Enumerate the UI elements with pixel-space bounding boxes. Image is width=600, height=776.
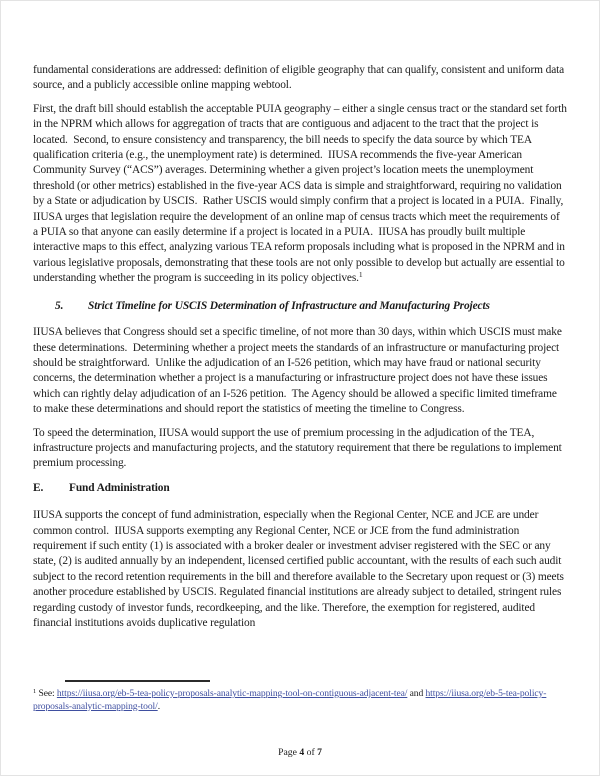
footnote	[33, 688, 567, 713]
paragraph-premium-processing: To speed the determination, IIUSA would support the use of premium processing in the adjudication of the TEA, infrastructure projects and manufacturing projects, and the statutory requirement that there be regulations to implement premium processing.	[33, 426, 565, 470]
footnote-separator-rule	[65, 680, 210, 682]
heading-letter: E.	[33, 481, 44, 494]
footnote-prefix: See:	[36, 688, 57, 699]
document-body	[33, 63, 570, 631]
footnote-suffix: .	[157, 700, 160, 712]
paragraph-continuation: fundamental considerations are addressed: definition of eligible geography that can qualify, consistent and uniform data source, and a publicly accessible online mapping webtool.	[33, 64, 567, 92]
paragraph-puia-geography	[33, 102, 570, 287]
footnote-link-contiguous-adjacent-tea[interactable]: https://iiusa.org/eb-5-tea-policy-proposals-analytic-mapping-tool-on-contiguous-adjacent-tea/	[56, 688, 408, 699]
footnote-area	[33, 680, 567, 713]
heading-number: 5.	[55, 299, 64, 312]
heading-strict-timeline	[33, 299, 567, 314]
page-number-current: 4	[299, 747, 305, 758]
footnote-connector: and	[407, 688, 426, 699]
footnote-marker: 1	[33, 688, 37, 695]
heading-title: Fund Administration	[69, 481, 170, 494]
page-number-separator: of	[304, 747, 318, 758]
heading-title: Strict Timeline for USCIS Determination of Infrastructure and Manufacturing Projects	[88, 299, 490, 312]
footnote-link-mapping-tool[interactable]: https://iiusa.org/eb-5-tea-policy-proposals-analytic-mapping-tool/	[33, 688, 547, 712]
page-number	[0, 747, 600, 759]
page-number-prefix: Page	[278, 747, 300, 758]
paragraph-timeline: IIUSA believes that Congress should set a specific timeline, of not more than 30 days, within which USCIS must make these determinations. Determining whether a project meets the standards of an infrastructure or manufacturing project should be straightforward. Unlike the adjudication of an I-526 petition, which may have fraud or national security concerns, the determination whether a project is a manufacturing or infrastructure project does not have these issues which can rightly delay adjudication of an I-526 petition. The Agency should be allowed a specific limited timeframe to make these determinations and should report the statistics of meeting the timeline to Congress.	[33, 326, 565, 416]
footnote-reference-marker: 1	[358, 270, 363, 280]
heading-fund-administration	[33, 481, 567, 496]
paragraph-fund-administration: IIUSA supports the concept of fund administration, especially when the Regional Center, NCE and JCE are under common control. IIUSA supports exempting any Regional Center, NCE or JCE from the fund administration requirement if such entity (1) is associated with a broker dealer or investment adviser registered with the SEC or any state, (2) is audited annually by an independent, licensed certified public accountant, with the results of each such audit subject to the record retention requirements in the bill and therefore available to the Secretary upon request or (3) meets another procedure established by USCIS. Regulated financial institutions are already subject to detailed, stringent rules regarding custody of investor funds, recordkeeping, and the like. Therefore, the exemption for registered, audited financial institutions avoids duplicative regulation	[33, 509, 567, 629]
page-number-total: 7	[317, 747, 322, 758]
paragraph-puia-text: First, the draft bill should establish the acceptable PUIA geography – either a single census tract or the standard set forth in the NPRM which allows for aggregation of tracts that are contiguous and adjacent to the tract that the project is located. Second, to ensure consistency and transparency, the bill needs to specify the data source by which TEA qualification criteria (e.g., the unemployment rate) is determined. IIUSA recommends the five-year American Community Survey (“ACS”) averages. Determining whether a given project’s location meets the unemployment threshold (or other metrics) established in the five-year ACS data is simple and straightforward, requiring no validation by a State or adjudication by USCIS. Rather USCIS would simply confirm that a project is located in a PUIA. Finally, IIUSA urges that legislation require the development of an online map of census tracts which meet the requirements of a PUIA so that anyone can easily determine if a project is located in a PUIA. IIUSA has proudly built multiple interactive maps to this effect, analyzing various TEA reform proposals including what is proposed in the NPRM and in various legislative proposals, demonstrating that these tools are not only possible to develop but actually are essential to understanding whether the program is succeeding in its policy objectives.	[33, 102, 570, 285]
